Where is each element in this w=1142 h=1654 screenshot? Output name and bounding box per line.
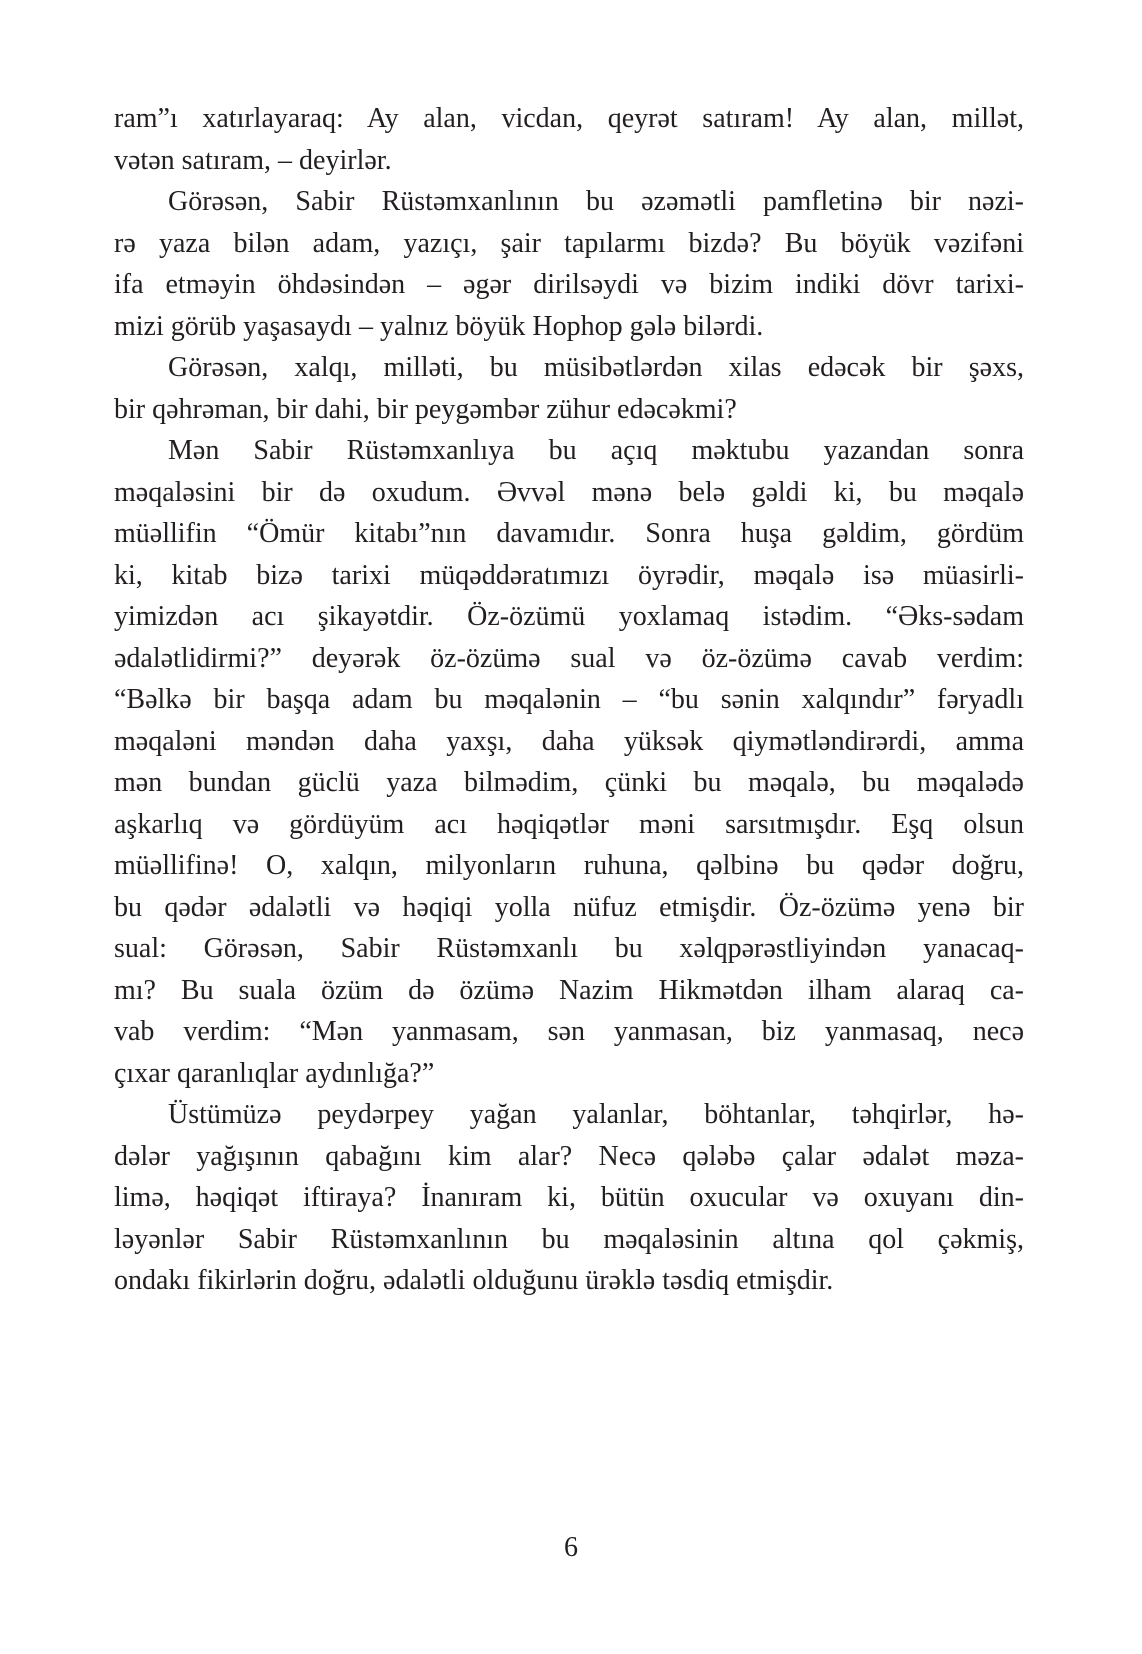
text-line: mı? Bu suala özüm də özümə Nazim Hikmətdən ilham alaraq ca- <box>114 974 1024 1006</box>
text-line: bu qədər ədalətli və həqiqi yolla nüfuz etmişdir. Öz-özümə yenə bir <box>114 891 1024 923</box>
text-line: ədalətlidirmi?” deyərək öz-özümə sual və öz-özümə cavab verdim: <box>114 642 1024 674</box>
text-line: Görəsən, xalqı, milləti, bu müsibətlərdən xilas edəcək bir şəxs, <box>168 352 1024 383</box>
text-line: mən bundan güclü yaza bilmədim, çünki bu məqalə, bu məqalədə <box>114 767 1024 798</box>
text-line: məqaləni məndən daha yaxşı, daha yüksək qiymətləndirərdi, amma <box>114 725 1024 757</box>
text-line: Üstümüzə peydərpey yağan yalanlar, böhtanlar, təhqirlər, hə- <box>168 1099 1024 1130</box>
page-number: 6 <box>564 1532 578 1563</box>
text-line: limə, həqiqət iftiraya? İnanıram ki, bütün oxucular və oxuyanı din- <box>114 1182 1024 1213</box>
paragraph-3 <box>114 347 1024 430</box>
text-line: müəllifin “Ömür kitabı”nın davamıdır. Sonra huşa gəldim, gördüm <box>114 518 1024 549</box>
text-line: vab verdim: “Mən yanmasam, sən yanmasan, biz yanmasaq, necə <box>114 1016 1024 1047</box>
text-line: yimizdən acı şikayətdir. Öz-özümü yoxlamaq istədim. “Əks-sədam <box>114 601 1024 632</box>
text-line: ondakı fikirlərin doğru, ədalətli olduğunu ürəklə təsdiq etmişdir. <box>114 1265 834 1296</box>
text-line: rə yaza bilən adam, yazıçı, şair tapılarmı bizdə? Bu böyük vəzifəni <box>114 227 1024 259</box>
text-line: müəllifinə! O, xalqın, milyonların ruhuna, qəlbinə bu qədər doğru, <box>114 850 1024 881</box>
text-line: Mən Sabir Rüstəmxanlıya bu açıq məktubu yazandan sonra <box>168 435 1024 466</box>
text-line: Görəsən, Sabir Rüstəmxanlının bu əzəmətli pamfletinə bir nəzi- <box>168 186 1024 217</box>
text-line: ifa etməyin öhdəsindən – əgər dirilsəydi və bizim indiki dövr tarixi- <box>114 269 1024 300</box>
text-line: məqaləsini bir də oxudum. Əvvəl mənə belə gəldi ki, bu məqalə <box>114 476 1024 508</box>
paragraph-5 <box>114 1094 1024 1302</box>
text-line: “Bəlkə bir başqa adam bu məqalənin – “bu sənin xalqındır” fəryadlı <box>114 684 1024 715</box>
text-line: çıxar qaranlıqlar aydınlığa?” <box>114 1057 435 1089</box>
paragraph-1 <box>114 98 1024 181</box>
text-line: bir qəhrəman, bir dahi, bir peygəmbər zühur edəcəkmi? <box>114 393 737 425</box>
body-text <box>114 98 1024 1302</box>
text-line: aşkarlıq və gördüyüm acı həqiqətlər məni sarsıtmışdır. Eşq olsun <box>114 808 1024 840</box>
text-line: ki, kitab bizə tarixi müqəddəratımızı öyrədir, məqalə isə müasirli- <box>114 559 1024 591</box>
text-line: dələr yağışının qabağını kim alar? Necə qələbə çalar ədalət məza- <box>114 1140 1024 1172</box>
paragraph-4 <box>114 430 1024 1094</box>
text-line: ləyənlər Sabir Rüstəmxanlının bu məqaləsinin altına qol çəkmiş, <box>114 1223 1024 1255</box>
text-line: mizi görüb yaşasaydı – yalnız böyük Hophop gələ bilərdi. <box>114 310 764 342</box>
paragraph-2 <box>114 181 1024 347</box>
text-line: ram”ı xatırlayaraq: Ay alan, vicdan, qeyrət satıram! Ay alan, millət, <box>114 103 1024 134</box>
text-line: sual: Görəsən, Sabir Rüstəmxanlı bu xəlqpərəstliyindən yanacaq- <box>114 933 1024 964</box>
text-line: vətən satıram, – deyirlər. <box>114 144 392 176</box>
